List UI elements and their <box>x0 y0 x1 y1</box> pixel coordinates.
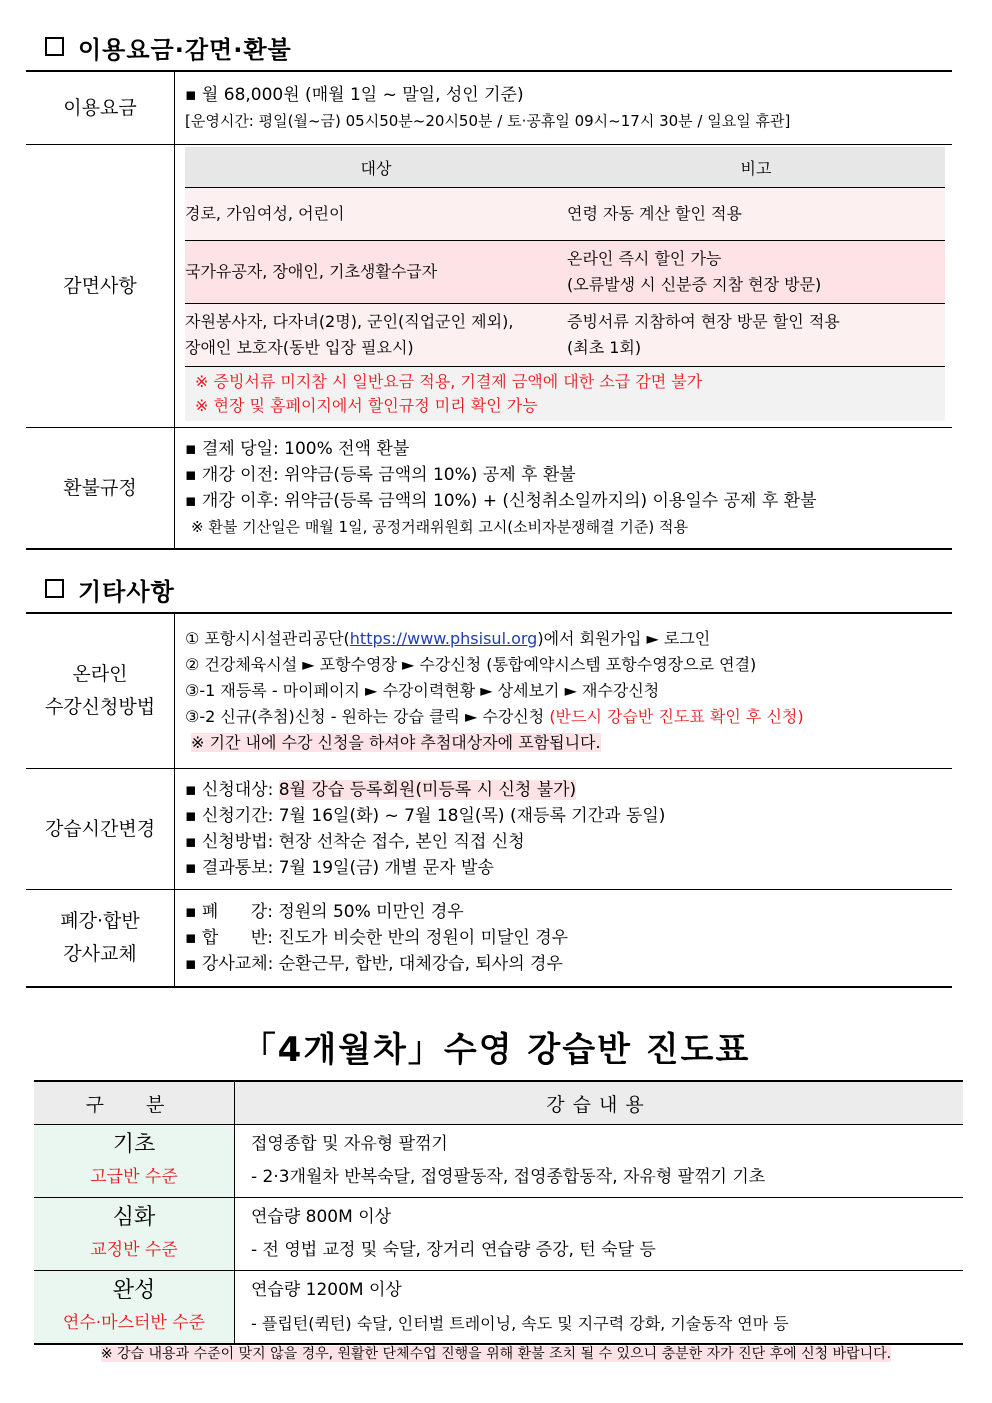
change-result: ▪ 결과통보: 7월 19일(금) 개별 문자 발송 <box>185 858 494 878</box>
discount-note-line: (최초 1회) <box>567 338 642 357</box>
progress-level <box>34 1125 235 1198</box>
discount-target-line: 장애인 보호자(동반 입장 필요시) <box>185 338 414 357</box>
online-label-line: 수강신청방법 <box>44 696 156 718</box>
homepage-link[interactable]: https://www.phsisul.org <box>349 629 538 648</box>
content-line: - 플립턴(퀵턴) 숙달, 인터벌 트레이닝, 속도 및 지구력 강화, 기술동작 연마 등 <box>251 1314 789 1333</box>
fee-line: ▪ 월 68,000원 (매월 1일 ~ 말일, 성인 기준) <box>185 85 524 105</box>
discount-label: 감면사항 <box>26 145 175 428</box>
refund-line: ▪ 개강 이전: 위약금(등록 금액의 10%) 공제 후 환불 <box>185 465 576 485</box>
closing-label-line: 강사교체 <box>63 943 137 965</box>
online-content <box>175 613 953 769</box>
refund-line: ▪ 개강 이후: 위약금(등록 금액의 10%) + (신청취소일까지의) 이용일수 공제 후 환불 <box>185 491 817 511</box>
level-standard: 연수·마스터반 수준 <box>62 1313 206 1333</box>
fee-table <box>26 70 952 550</box>
refund-line: ▪ 결제 당일: 100% 전액 환불 <box>185 439 410 459</box>
discount-note <box>567 241 945 304</box>
fee-row <box>26 71 952 145</box>
section-title: 이용요금·감면·환불 <box>78 36 292 64</box>
refund-content <box>175 428 953 550</box>
progress-content <box>235 1271 964 1345</box>
section-title: 기타사항 <box>78 578 175 606</box>
change-method: ▪ 신청방법: 현장 선착순 접수, 본인 직접 신청 <box>185 832 525 852</box>
change-target-highlight: 8월 강습 등록회원(미등록 시 신청 불가) <box>278 780 577 800</box>
closing-line: ▪ 합 반: 진도가 비슷한 반의 정원이 미달인 경우 <box>185 928 569 948</box>
change-content <box>175 769 953 890</box>
discount-header-note: 비고 <box>567 147 945 188</box>
content-line: 연습량 1200M 이상 <box>251 1280 402 1300</box>
closing-content <box>175 890 953 988</box>
discount-warnings <box>185 367 945 422</box>
progress-title: 「4개월차」수영 강습반 진도표 <box>241 1030 751 1070</box>
discount-content <box>175 145 953 428</box>
online-step-3-2: ③-2 신규(추첨)신청 - 원하는 강습 클릭 ► 수강신청 <box>185 707 550 726</box>
discount-row-2 <box>185 241 945 304</box>
discount-note-line: (오류발생 시 신분증 지참 현장 방문) <box>567 275 822 294</box>
section-heading-etc <box>45 572 175 607</box>
refund-note: ※ 환불 기산일은 매월 1일, 공정거래위원회 고시(소비자분쟁해결 기준) 적용 <box>191 518 688 536</box>
change-label: 강습시간변경 <box>26 769 175 890</box>
progress-level <box>34 1198 235 1271</box>
level-name: 완성 <box>112 1278 156 1303</box>
closing-label <box>26 890 175 988</box>
progress-col-content: 강습내용 <box>235 1081 964 1125</box>
online-step-3-1: ③-1 재등록 - 마이페이지 ► 수강이력현황 ► 상세보기 ► 재수강신청 <box>185 681 660 700</box>
discount-row-3 <box>185 304 945 367</box>
etc-table <box>26 612 952 988</box>
online-note: ※ 기간 내에 수강 신청을 하셔야 추첨대상자에 포함됩니다. <box>191 733 601 752</box>
progress-footnote <box>0 1343 992 1363</box>
level-name: 기초 <box>112 1132 156 1157</box>
discount-subtable <box>185 147 945 421</box>
discount-target: 경로, 가임여성, 어린이 <box>185 188 567 241</box>
refund-row <box>26 428 952 550</box>
fee-content <box>175 71 953 145</box>
progress-header <box>34 1081 963 1125</box>
discount-target: 국가유공자, 장애인, 기초생활수급자 <box>185 241 567 304</box>
online-step-2: ② 건강체육시설 ► 포항수영장 ► 수강신청 (통합예약시스템 포항수영장으로 연결) <box>185 655 757 674</box>
progress-level <box>34 1271 235 1345</box>
discount-target <box>185 304 567 367</box>
progress-row <box>34 1125 963 1198</box>
change-target: ▪ 신청대상: <box>185 780 279 800</box>
content-line: - 2·3개월차 반복숙달, 접영팔동작, 접영종합동작, 자유형 팔꺾기 기초 <box>251 1167 766 1187</box>
progress-content <box>235 1125 964 1198</box>
discount-warning: ※ 증빙서류 미지참 시 일반요금 적용, 기결제 금액에 대한 소급 감면 불가 <box>195 372 703 391</box>
progress-row <box>34 1198 963 1271</box>
change-period: ▪ 신청기간: 7월 16일(화) ~ 7월 18일(목) (재등록 기간과 동일) <box>185 806 666 826</box>
closing-label-line: 폐강·합반 <box>60 910 140 932</box>
closing-row <box>26 890 952 988</box>
discount-warning: ※ 현장 및 홈페이지에서 할인규정 미리 확인 가능 <box>195 396 538 415</box>
level-name: 심화 <box>112 1205 156 1230</box>
content-line: 접영종합 및 자유형 팔꺾기 <box>251 1134 448 1154</box>
fee-label: 이용요금 <box>26 71 175 145</box>
discount-header-target: 대상 <box>185 147 567 188</box>
discount-target-line: 자원봉사자, 다자녀(2명), 군인(직업군인 제외), <box>185 312 514 331</box>
refund-label: 환불규정 <box>26 428 175 550</box>
progress-col-division: 구 분 <box>34 1081 235 1125</box>
progress-row <box>34 1271 963 1345</box>
discount-note <box>567 304 945 367</box>
online-step-1: ① 포항시시설관리공단( <box>185 629 350 648</box>
closing-line: ▪ 강사교체: 순환근무, 합반, 대체강습, 퇴사의 경우 <box>185 954 563 974</box>
online-step-1-rest: )에서 회원가입 ► 로그인 <box>537 629 711 648</box>
discount-row-1 <box>185 188 945 241</box>
footnote-text: ※ 강습 내용과 수준이 맞지 않을 경우, 원활한 단체수업 진행을 위해 환불 조치 될 수 있으니 충분한 자가 진단 후에 신청 바랍니다. <box>100 1346 892 1362</box>
checkbox-square-icon <box>45 37 64 56</box>
section-heading-fee <box>45 30 292 65</box>
level-standard: 교정반 수준 <box>90 1240 178 1260</box>
online-step-warning: (반드시 강습반 진도표 확인 후 신청) <box>549 707 804 726</box>
online-label <box>26 613 175 769</box>
level-standard: 고급반 수준 <box>90 1167 178 1187</box>
change-row <box>26 769 952 890</box>
closing-line: ▪ 폐 강: 정원의 50% 미만인 경우 <box>185 902 464 922</box>
progress-content <box>235 1198 964 1271</box>
online-label-line: 온라인 <box>72 663 128 685</box>
discount-row <box>26 145 952 428</box>
content-line: - 전 영법 교정 및 숙달, 장거리 연습량 증강, 턴 숙달 등 <box>251 1240 656 1260</box>
discount-note-line: 온라인 즉시 할인 가능 <box>567 249 722 268</box>
discount-note: 연령 자동 계산 할인 적용 <box>567 188 945 241</box>
content-line: 연습량 800M 이상 <box>251 1207 392 1227</box>
discount-note-line: 증빙서류 지참하여 현장 방문 할인 적용 <box>567 312 840 331</box>
operating-hours: [운영시간: 평일(월~금) 05시50분~20시50분 / 토·공휴일 09시~17시 30분 / 일요일 휴관] <box>185 112 791 130</box>
online-row <box>26 613 952 769</box>
checkbox-square-icon <box>45 579 64 598</box>
progress-table <box>34 1080 963 1345</box>
